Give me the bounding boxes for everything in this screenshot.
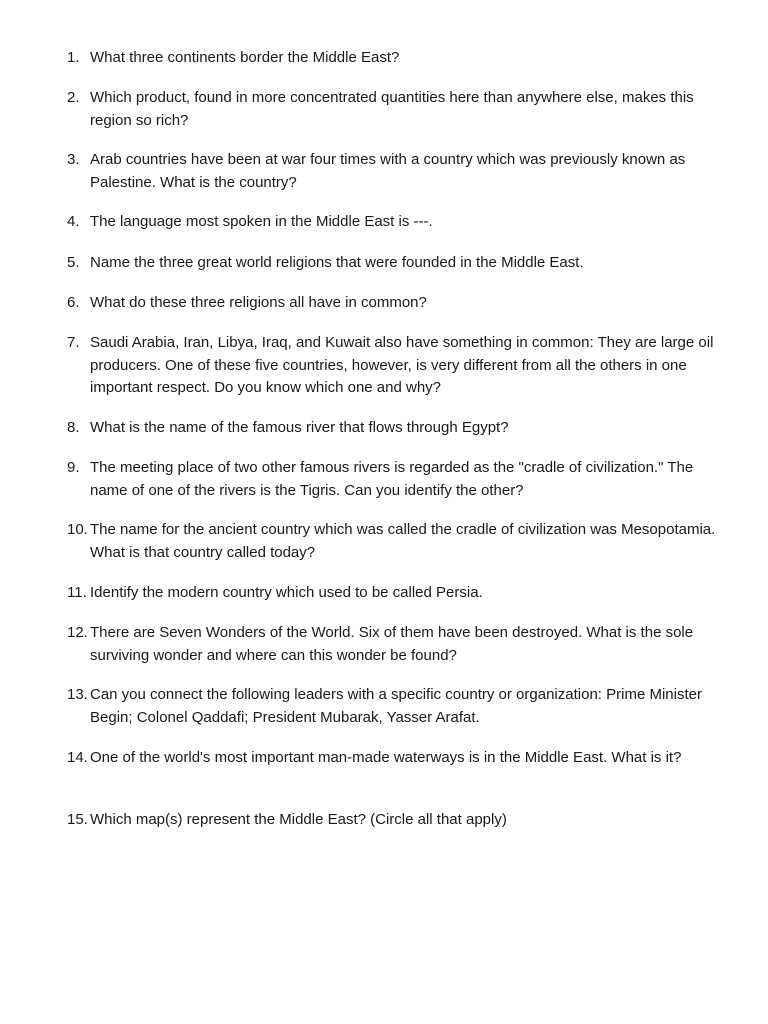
question-number: 6. <box>67 294 80 311</box>
question-number: 3. <box>67 151 80 168</box>
question-item <box>67 417 727 440</box>
question-item <box>67 582 727 605</box>
question-text: Arab countries have been at war four times with a country which was previously known as Palestine. What is the country? <box>90 151 686 191</box>
question-text: The meeting place of two other famous rivers is regarded as the "cradle of civilization." The name of one of the rivers is the Tigris. Can you identify the other? <box>90 459 694 499</box>
question-text: Which product, found in more concentrated quantities here than anywhere else, makes this region so rich? <box>90 89 694 129</box>
question-text: What three continents border the Middle East? <box>90 49 400 66</box>
question-item <box>67 211 727 234</box>
question-item <box>67 457 727 502</box>
question-number: 8. <box>67 419 80 436</box>
question-number: 2. <box>67 89 80 106</box>
question-text: Which map(s) represent the Middle East? (Circle all that apply) <box>90 811 507 828</box>
question-number: 5. <box>67 254 80 271</box>
question-item <box>67 622 727 667</box>
question-number: 4. <box>67 213 80 230</box>
question-text: Name the three great world religions that were founded in the Middle East. <box>90 254 584 271</box>
question-number: 7. <box>67 334 80 351</box>
question-item <box>67 87 727 132</box>
question-text: Saudi Arabia, Iran, Libya, Iraq, and Kuwait also have something in common: They are large oil producers. One of these five countries, however, is very different from all the others in one important respect. Do you know which one and why? <box>90 334 714 396</box>
question-item <box>67 809 727 832</box>
question-text: The language most spoken in the Middle East is ---. <box>90 213 433 230</box>
question-item <box>67 684 727 729</box>
question-item <box>67 149 727 194</box>
question-item <box>67 252 727 275</box>
question-number: 13. <box>67 686 88 703</box>
question-text: There are Seven Wonders of the World. Six of them have been destroyed. What is the sole surviving wonder and where can this wonder be found? <box>90 624 694 664</box>
question-text: One of the world's most important man-made waterways is in the Middle East. What is it? <box>90 749 682 766</box>
question-item <box>67 292 727 315</box>
question-number: 14. <box>67 749 88 766</box>
question-text: Identify the modern country which used to be called Persia. <box>90 584 483 601</box>
question-text: What do these three religions all have in common? <box>90 294 427 311</box>
question-number: 10. <box>67 521 88 538</box>
question-item <box>67 47 727 70</box>
question-number: 11. <box>67 584 87 601</box>
question-number: 15. <box>67 811 88 828</box>
question-text: The name for the ancient country which was called the cradle of civilization was Mesopotamia. What is that country called today? <box>90 521 716 561</box>
question-text: Can you connect the following leaders with a specific country or organization: Prime Minister Begin; Colonel Qaddafi; President Mubarak, Yasser Arafat. <box>90 686 702 726</box>
question-item <box>67 332 727 400</box>
question-item <box>67 519 727 564</box>
question-number: 12. <box>67 624 88 641</box>
question-number: 9. <box>67 459 80 476</box>
question-text: What is the name of the famous river that flows through Egypt? <box>90 419 509 436</box>
question-number: 1. <box>67 49 80 66</box>
question-item <box>67 747 727 770</box>
